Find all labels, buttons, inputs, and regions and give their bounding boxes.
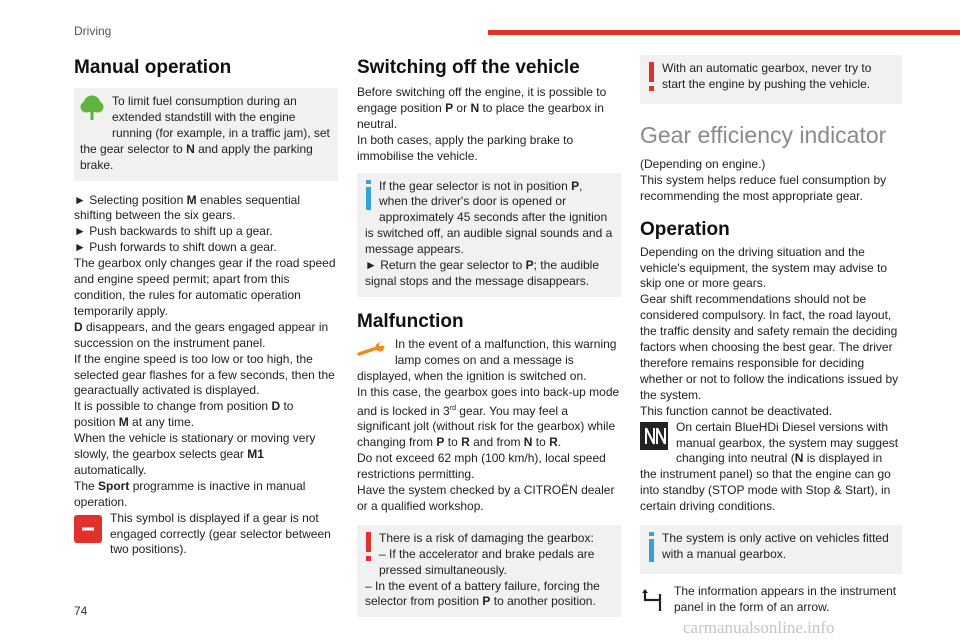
body-paragraph: D disappears, and the gears engaged appear in succession on the instrument panel. [74, 319, 329, 350]
info-box [357, 173, 621, 297]
warning-text: – In the event of a battery failure, forcing the selector from position P to another position. [365, 578, 600, 609]
gear-shift-arrow-icon [640, 588, 666, 617]
section-title-switching-off: Switching off the vehicle [357, 57, 580, 78]
info-text: ► Return the gear selector to P; the audible signal stops and the message disappears. [365, 258, 600, 288]
eco-tree-icon [80, 95, 104, 126]
body-paragraph: (Depending on engine.) [640, 156, 766, 171]
malfunction-note: In the event of a malfunction, this warning lamp comes on and a message is displayed, when the ignition is switched on. [357, 336, 617, 383]
body-paragraph: The Sport programme is inactive in manual operation. [74, 478, 306, 509]
body-paragraph: This function cannot be deactivated. [640, 403, 833, 418]
eco-tip-text: To limit fuel consumption during an extended standstill with the engine running (for example, in a traffic jam), set the gear selector to N and apply the parking brake. [80, 94, 330, 172]
bullet-item: ► Selecting position M enables sequential shifting between the six gears. [74, 192, 301, 223]
page-number: 74 [74, 604, 88, 618]
column-1 [74, 55, 338, 558]
warning-box: There is a risk of damaging the gearbox: – If the accelerator and brake pedals are pressed simultaneously. – In the event of a battery failure, forcing the selector from position P to another position. [357, 525, 621, 618]
column-2 [357, 55, 621, 617]
watermark: carmanualsonline.info [683, 618, 835, 637]
running-header: Driving [74, 24, 112, 38]
bluehdi-note [640, 420, 902, 515]
arrow-note: The information appears in the instrument panel in the form of an arrow. [640, 584, 902, 617]
bluehdi-text: On certain BlueHDi Diesel versions with manual gearbox, the system may suggest changing into neutral (N is displayed in the instrument panel) so that the engine can go into standby (STOP mode with Stop & Start), in certain driving conditions. [640, 419, 899, 514]
bullet-item: ► Push backwards to shift up a gear. [74, 224, 273, 239]
body-paragraph: When the vehicle is stationary or moving very slowly, the gearbox selects gear M1 automatically. [74, 431, 316, 477]
bullet-item: ► Push forwards to shift down a gear. [74, 240, 277, 255]
section-title-manual-operation: Manual operation [74, 57, 232, 78]
warning-icon [648, 62, 656, 97]
info-icon [648, 532, 656, 567]
neutral-indicator-icon [640, 422, 668, 455]
body-paragraph: Before switching off the engine, it is possible to engage position P or N to place the gearbox in neutral. [357, 85, 607, 131]
body-paragraph: It is possible to change from position D to position M at any time. [74, 399, 294, 430]
info-icon [365, 180, 373, 215]
section-title-operation: Operation [640, 218, 730, 240]
symbol-note: This symbol is displayed if a gear is not engaged correctly (gear selector between two positions). [74, 511, 338, 559]
body-paragraph: Depending on the driving situation and the vehicle's equipment, the system may advise to skip one or more gears. [640, 244, 888, 291]
info-box: The system is only active on vehicles fitted with a manual gearbox. [640, 525, 902, 574]
warning-box: With an automatic gearbox, never try to start the engine by pushing the vehicle. [640, 55, 902, 104]
warning-icon [365, 532, 373, 567]
body-paragraph: Do not exceed 62 mph (100 km/h), local speed restrictions permitting. [357, 451, 606, 482]
eco-tip-box [74, 88, 338, 181]
body-paragraph: Have the system checked by a CITROËN dealer or a qualified workshop. [357, 483, 615, 513]
section-title-gear-efficiency: Gear efficiency indicator [640, 121, 887, 148]
body-paragraph: Gear shift recommendations should not be considered compulsory. In fact, the road layout, the traffic density and safety remain the deciding factors when choosing the best gear. The driver therefore remains responsible for deciding whether or not to follow the indications issued by the system. [640, 292, 899, 402]
wrench-warning-icon [357, 341, 387, 362]
body-paragraph: This system helps reduce fuel consumption by recommending the most appropriate gear. [640, 172, 887, 203]
section-title-malfunction: Malfunction [357, 310, 464, 332]
header-accent-bar [488, 30, 960, 35]
gear-not-engaged-icon [74, 515, 102, 548]
body-paragraph: If the engine speed is too low or too high, the selected gear flashes for a few seconds, then the gearactually activated is displayed. [74, 351, 335, 398]
body-paragraph: In both cases, apply the parking brake to immobilise the vehicle. [357, 132, 574, 163]
column-3 [640, 55, 902, 617]
body-paragraph: In this case, the gearbox goes into back-up mode and is locked in 3rd gear. You may feel a significant jolt (without risk for the gearbox) while changing from P to R and from N to R. [357, 384, 620, 450]
info-text: If the gear selector is not in position P, when the driver's door is opened or approximately 45 seconds after the ignition is switched off, an audible signal sounds and a message appears. [365, 178, 613, 257]
body-paragraph: The gearbox only changes gear if the road speed and engine speed permit; apart from this condition, the rules for automatic operation temporarily apply. [74, 256, 336, 318]
